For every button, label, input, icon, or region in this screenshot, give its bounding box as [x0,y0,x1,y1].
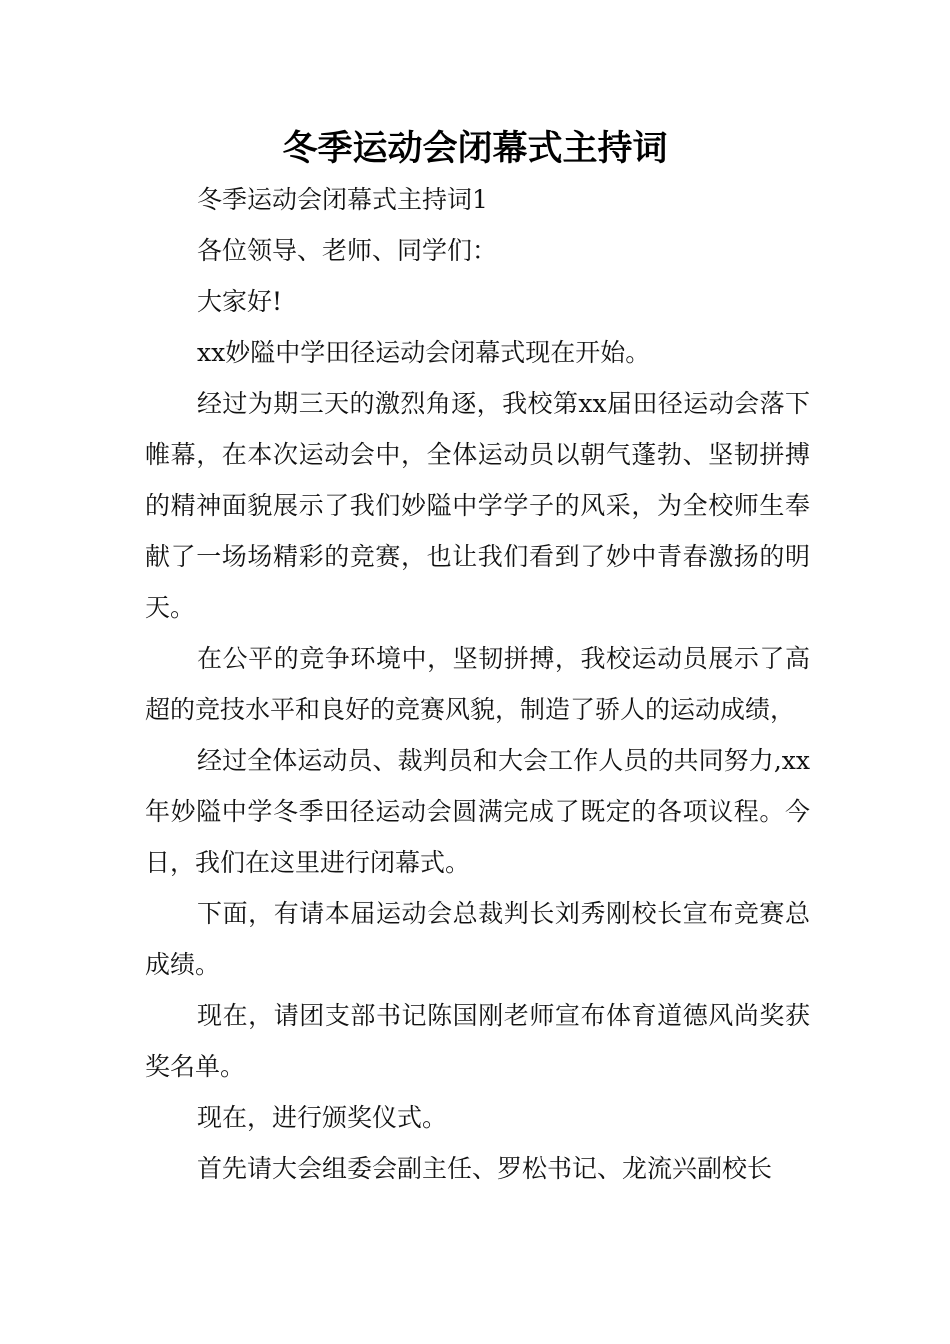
document-body [145,174,810,1194]
paragraph: 现在，进行颁奖仪式。 [197,1103,448,1132]
paragraph: 首先请大会组委会副主任、罗松书记、龙流兴副校长 [197,1154,773,1183]
document-title: 冬季运动会闭幕式主持词 [282,129,668,169]
paragraph: 下面，有请本届运动会总裁判长刘秀刚校长宣布竞赛总成绩。 [145,899,810,979]
paragraph: 经过全体运动员、裁判员和大会工作人员的共同努力,xx年妙隘中学冬季田径运动会圆满完成了既定的各项议程。今日，我们在这里进行闭幕式。 [145,746,810,877]
greeting-line: 大家好! [197,287,283,316]
paragraph: 经过为期三天的激烈角逐，我校第xx届田径运动会落下帷幕，在本次运动会中，全体运动员以朝气蓬勃、坚韧拼搏的精神面貌展示了我们妙隘中学学子的风采，为全校师生奉献了一场场精彩的竞赛，也让我们看到了妙中青春激扬的明天。 [145,389,810,622]
greeting-line: 各位领导、老师、同学们： [197,236,498,265]
paragraph: 现在，请团支部书记陈国刚老师宣布体育道德风尚奖获奖名单。 [145,1001,810,1081]
heading-line: 冬季运动会闭幕式主持词1 [197,185,488,214]
paragraph: xx妙隘中学田径运动会闭幕式现在开始。 [197,338,651,367]
paragraph: 在公平的竞争环境中，坚韧拼搏，我校运动员展示了高超的竞技水平和良好的竞赛风貌，制造了骄人的运动成绩， [145,644,810,724]
